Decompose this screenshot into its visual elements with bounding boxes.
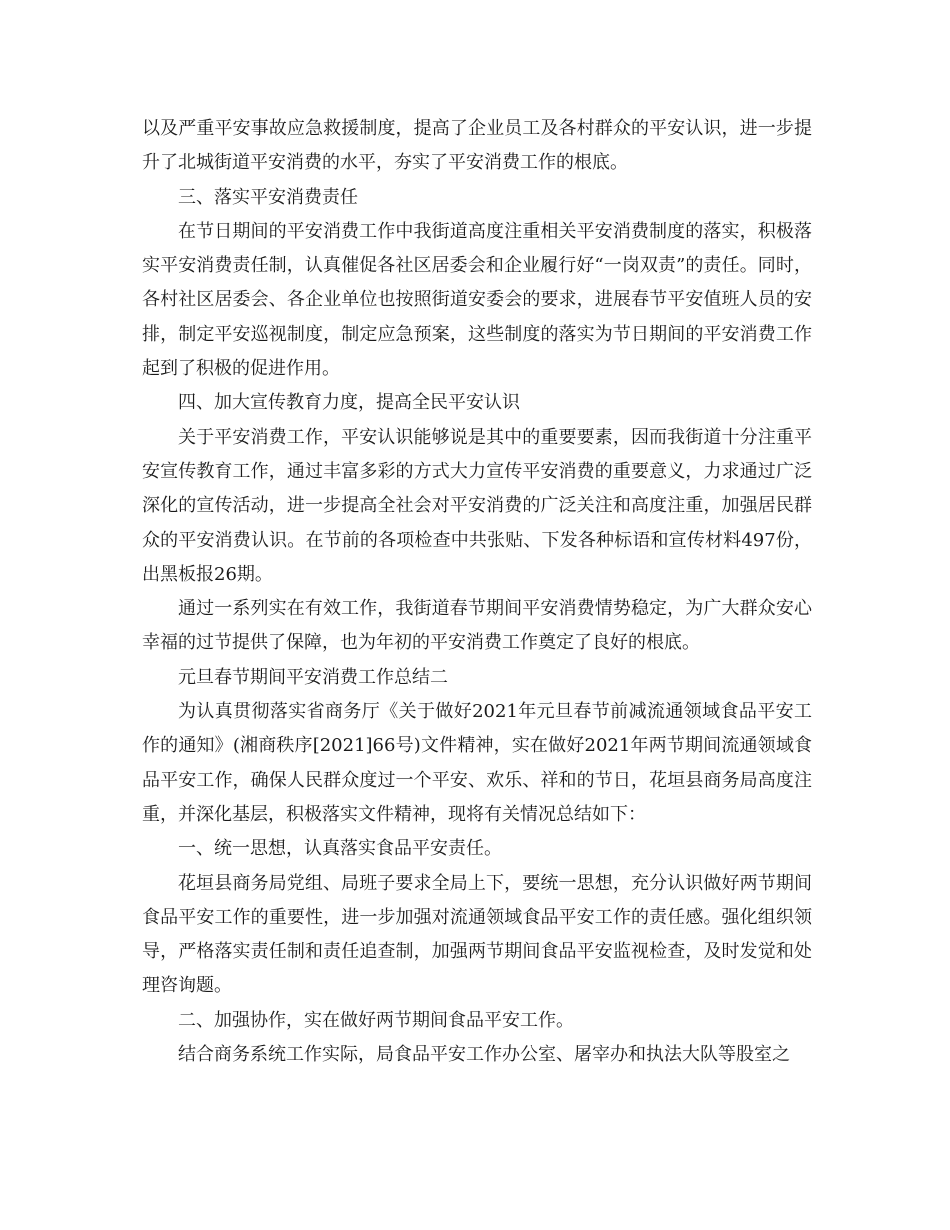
- paragraph-7: 结合商务系统工作实际，局食品平安工作办公室、屠宰办和执法大队等股室之: [178, 1044, 790, 1066]
- section-heading-1: 一、统一思想，认真落实食品平安责任。: [178, 838, 502, 860]
- section-heading-4: 四、加大宣传教育力度，提高全民平安认识: [178, 392, 520, 414]
- paragraph-1: 以及严重平安事故应急救援制度，提高了企业员工及各村群众的平安认识，进一步提升了北城街道平安消费的水平，夯实了平安消费工作的根底。: [142, 118, 812, 174]
- paragraph-6: 花垣县商务局党组、局班子要求全局上下，要统一思想，充分认识做好两节期间食品平安工作的重要性，进一步加强对流通领域食品平安工作的责任感。强化组织领导，严格落实责任制和责任追查制，加强两节期间食品平安监视检查，及时发觉和处理咨询题。: [142, 872, 812, 997]
- paragraph-3: 关于平安消费工作，平安认识能够说是其中的重要要素，因而我街道十分注重平安宣传教育工作，通过丰富多彩的方式大力宣传平安消费的重要意义，力求通过广泛深化的宣传活动，进一步提高全社会对平安消费的广泛关注和高度注重，加强居民群众的平安消费认识。在节前的各项检查中共张贴、下发各种标语和宣传材料497份，出黑板报26期。: [142, 426, 812, 585]
- section-heading-2: 二、加强协作，实在做好两节期间食品平安工作。: [178, 1009, 574, 1031]
- paragraph-5: 为认真贯彻落实省商务厅《关于做好2021年元旦春节前减流通领域食品平安工作的通知》(湘商秩序[2021]66号)文件精神，实在做好2021年两节期间流通领域食品平安工作，确保人民群众度过一个平安、欢乐、祥和的节日，花垣县商务局高度注重，并深化基层，积极落实文件精神，现将有关情况总结如下：: [142, 701, 812, 825]
- document-body: [142, 112, 812, 1072]
- paragraph-2: 在节日期间的平安消费工作中我街道高度注重相关平安消费制度的落实，积极落实平安消费责任制，认真催促各社区居委会和企业履行好“一岗双责”的责任。同时，各村社区居委会、各企业单位也按照街道安委会的要求，进展春节平安值班人员的安排，制定平安巡视制度，制定应急预案，这些制度的落实为节日期间的平安消费工作起到了积极的促进作用。: [142, 220, 812, 380]
- paragraph-4: 通过一系列实在有效工作，我街道春节期间平安消费情势稳定，为广大群众安心幸福的过节提供了保障，也为年初的平安消费工作奠定了良好的根底。: [142, 598, 812, 654]
- document-subtitle: 元旦春节期间平安消费工作总结二: [178, 666, 448, 688]
- section-heading-3: 三、落实平安消费责任: [178, 186, 358, 208]
